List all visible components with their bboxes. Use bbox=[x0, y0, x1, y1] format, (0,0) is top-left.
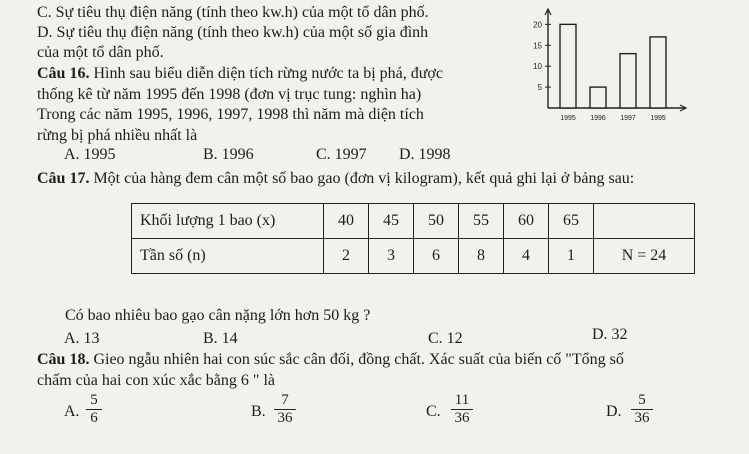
q16-label: Câu 16. bbox=[37, 65, 90, 82]
q16-line2: thống kê từ năm 1995 đến 1998 (đơn vị trục tung: nghìn ha) bbox=[37, 86, 422, 103]
q18-option-b-fraction bbox=[274, 392, 296, 427]
table-cell: 3 bbox=[369, 239, 414, 274]
q15-option-d-line2: của một tổ dân phố. bbox=[37, 44, 164, 61]
q17-text: Một của hàng đem cân một số bao gao (đơn vị kilogram), kết quả ghi lại ở bảng sau: bbox=[93, 170, 635, 187]
bar bbox=[590, 87, 606, 108]
x-tick-label: 1995 bbox=[560, 115, 576, 122]
table-cell: 50 bbox=[414, 204, 459, 239]
frequency-table bbox=[131, 203, 695, 274]
table-cell bbox=[594, 204, 695, 239]
fraction-numerator: 7 bbox=[281, 392, 289, 408]
bar bbox=[650, 37, 666, 108]
table-row bbox=[132, 204, 695, 239]
q16-line4: rừng bị phá nhiều nhất là bbox=[37, 127, 198, 144]
q18-option-a-fraction bbox=[86, 392, 102, 427]
fraction-numerator: 5 bbox=[638, 392, 646, 408]
table-cell: 40 bbox=[324, 204, 369, 239]
forest-loss-bar-chart bbox=[508, 8, 690, 138]
q18-option-b-letter: B. bbox=[251, 403, 266, 420]
q17-question: Có bao nhiêu bao gạo cân nặng lớn hơn 50 kg ? bbox=[65, 307, 371, 324]
y-tick-label: 15 bbox=[533, 41, 542, 51]
q17-label: Câu 17. bbox=[37, 170, 90, 187]
q18-line2: chấm của hai con xúc xắc bằng 6 " là bbox=[37, 372, 275, 389]
table-cell: 4 bbox=[504, 239, 549, 274]
table-cell: 1 bbox=[549, 239, 594, 274]
q18-option-c-fraction bbox=[451, 392, 473, 427]
table-cell: 55 bbox=[459, 204, 504, 239]
q16-option-b: B. 1996 bbox=[203, 146, 254, 163]
table-header-weight: Khối lượng 1 bao (x) bbox=[132, 204, 324, 239]
table-header-frequency: Tần số (n) bbox=[132, 239, 324, 274]
q16-line1 bbox=[37, 65, 443, 83]
q18-line1 bbox=[37, 351, 624, 369]
q17-option-b: B. 14 bbox=[203, 330, 238, 347]
bar bbox=[620, 54, 636, 108]
table-cell: 2 bbox=[324, 239, 369, 274]
table-row bbox=[132, 239, 695, 274]
q15-option-c: C. Sự tiêu thụ điện năng (tính theo kw.h) của một tổ dân phố. bbox=[37, 4, 429, 21]
q16-option-d: D. 1998 bbox=[399, 146, 451, 163]
fraction-numerator: 5 bbox=[90, 392, 98, 408]
q16-option-a: A. 1995 bbox=[64, 146, 116, 163]
q17-option-d: D. 32 bbox=[592, 326, 628, 343]
table-cell: 8 bbox=[459, 239, 504, 274]
table-cell-total: N = 24 bbox=[594, 239, 695, 274]
fraction-numerator: 11 bbox=[454, 392, 470, 408]
fraction-denominator: 36 bbox=[277, 410, 293, 426]
y-tick-label: 10 bbox=[533, 62, 542, 72]
q17-option-c: C. 12 bbox=[428, 330, 463, 347]
q17-option-a: A. 13 bbox=[64, 330, 100, 347]
q18-text-line1: Gieo ngẫu nhiên hai con súc sắc cân đối, đồng chất. Xác suất của biến cố "Tổng số bbox=[93, 351, 624, 368]
q18-option-d-fraction bbox=[631, 392, 653, 427]
q18-label: Câu 18. bbox=[37, 351, 90, 368]
q16-option-c: C. 1997 bbox=[316, 146, 367, 163]
table-cell: 60 bbox=[504, 204, 549, 239]
q18-option-d-letter: D. bbox=[606, 403, 622, 420]
table-cell: 65 bbox=[549, 204, 594, 239]
q18-option-c-letter: C. bbox=[426, 403, 441, 420]
x-tick-label: 1995 bbox=[650, 115, 666, 122]
q16-text-line1: Hình sau biểu diễn diện tích rừng nước ta bị phá, được bbox=[93, 65, 443, 82]
q15-option-d-line1: D. Sự tiêu thụ điện năng (tính theo kw.h) của một số gia đình bbox=[37, 24, 429, 41]
y-tick-label: 5 bbox=[537, 83, 542, 93]
table-cell: 45 bbox=[369, 204, 414, 239]
bar bbox=[560, 24, 576, 108]
q16-line3: Trong các năm 1995, 1996, 1997, 1998 thì năm mà diện tích bbox=[37, 106, 424, 123]
fraction-denominator: 36 bbox=[454, 410, 470, 426]
q17-line bbox=[37, 170, 634, 188]
x-tick-label: 1996 bbox=[590, 115, 606, 122]
fraction-denominator: 6 bbox=[90, 410, 98, 426]
fraction-denominator: 36 bbox=[634, 410, 650, 426]
table-cell: 6 bbox=[414, 239, 459, 274]
y-tick-label: 20 bbox=[533, 20, 542, 30]
x-tick-label: 1997 bbox=[620, 115, 636, 122]
q18-option-a-letter: A. bbox=[64, 403, 80, 420]
